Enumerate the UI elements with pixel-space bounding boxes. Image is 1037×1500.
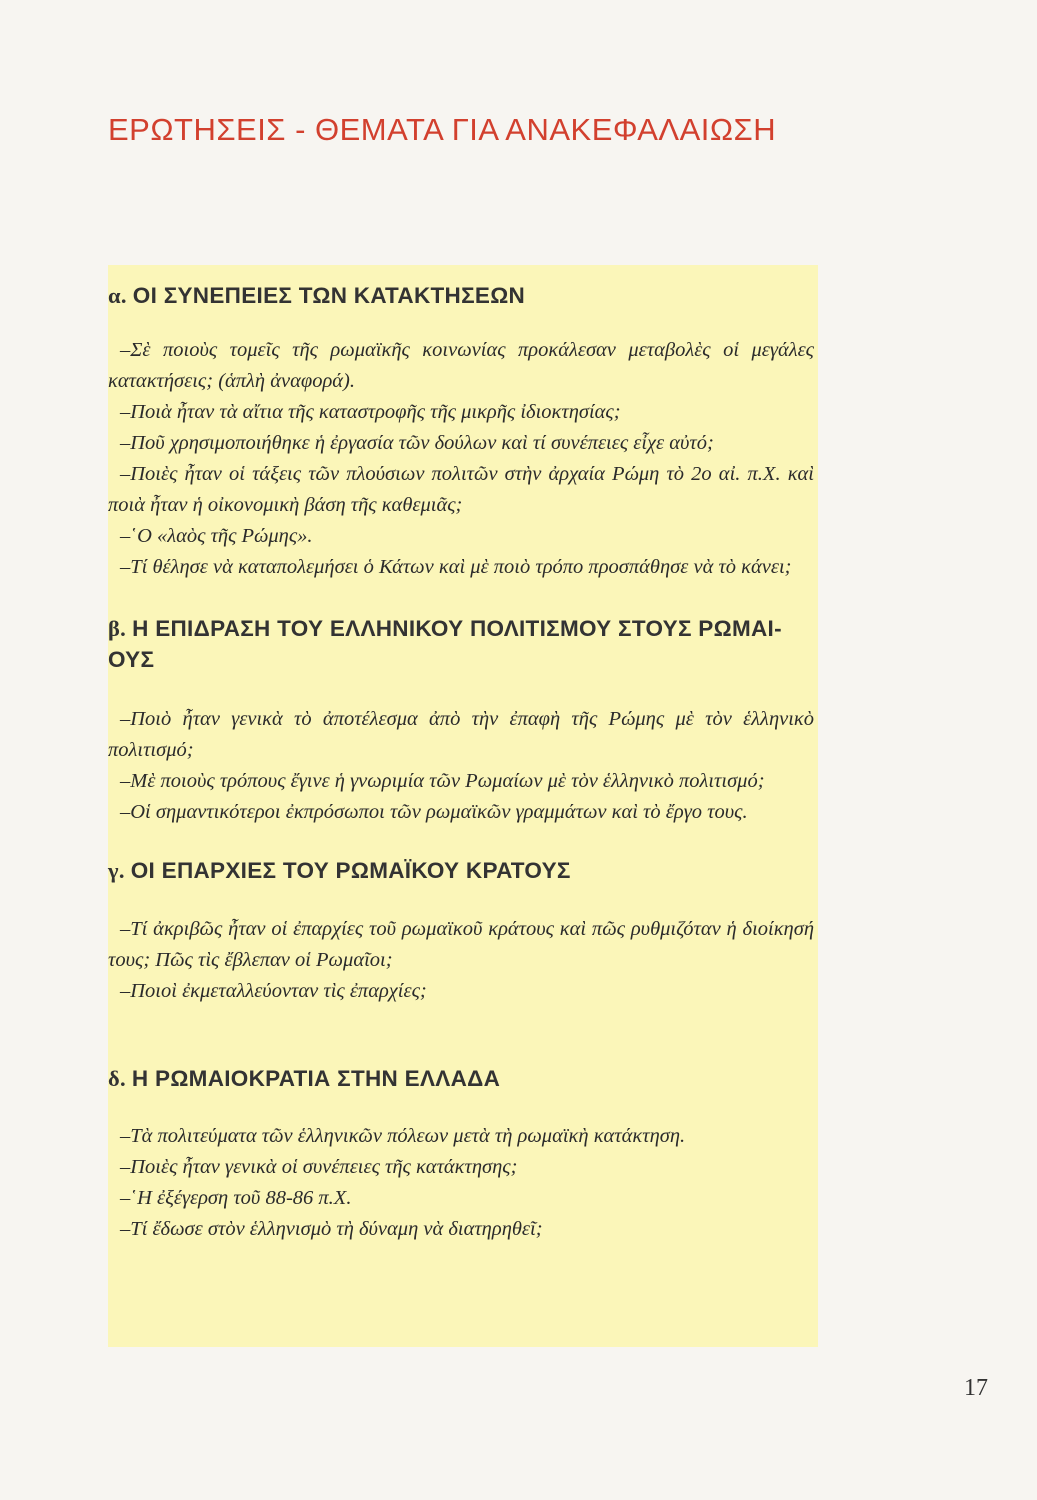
question-item: –Ποιὲς ἦταν οἱ τάξεις τῶν πλούσιων πολιτῶν στὴν ἀρχαία Ρώμη τὸ 2ο αἰ. π.Χ. καὶ ποιὰ ἦταν ἡ οἰκονομικὴ βάση τῆς καθεμιᾶς; (108, 463, 814, 516)
section-d (108, 1063, 814, 1245)
section-heading (108, 613, 814, 675)
questions-content (108, 270, 814, 1245)
question-item: –Τί θέλησε νὰ καταπολεμήσει ὁ Κάτων καὶ μὲ ποιὸ τρόπο προσπάθησε νὰ τὸ κάνει; (120, 556, 792, 578)
section-marker: β. (108, 616, 127, 641)
section-marker: γ. (108, 858, 125, 883)
question-item: –Ποιοὶ ἐκμεταλλεύονταν τὶς ἐπαρχίες; (120, 980, 427, 1002)
question-item: –Τί ἀκριβῶς ἦταν οἱ ἐπαρχίες τοῦ ρωμαϊκοῦ κράτους καὶ πῶς ρυθμιζόταν ἡ διοίκησή τους; Πῶς τὶς ἔβλεπαν οἱ Ρωμαῖοι; (108, 918, 814, 971)
section-marker: δ. (108, 1066, 126, 1091)
question-list (108, 914, 814, 1007)
question-item: –Ποιὲς ἦταν γενικὰ οἱ συνέπειες τῆς κατάκτησης; (120, 1156, 518, 1178)
page-title: ΕΡΩΤΗΣΕΙΣ - ΘΕΜΑΤΑ ΓΙΑ ΑΝΑΚΕΦΑΛΑΙΩΣΗ (108, 112, 777, 147)
question-list (108, 1121, 814, 1245)
section-b (108, 613, 814, 828)
question-item: –῾Ο «λαὸς τῆς Ρώμης». (120, 525, 313, 547)
question-item: –῾Η ἐξέγερση τοῦ 88-86 π.Χ. (120, 1187, 352, 1209)
section-a (108, 280, 814, 583)
question-item: –Σὲ ποιοὺς τομεῖς τῆς ρωμαϊκῆς κοινωνίας προκάλεσαν μεταβολὲς οἱ μεγάλες κατακτήσεις; (ἁπλὴ ἀναφορά). (108, 339, 814, 392)
question-item: –Τὰ πολιτεύματα τῶν ἑλληνικῶν πόλεων μετὰ τὴ ρωμαϊκὴ κατάκτηση. (120, 1125, 686, 1147)
question-list (108, 335, 814, 583)
question-item: –Ποιὰ ἦταν τὰ αἴτια τῆς καταστροφῆς τῆς μικρῆς ἰδιοκτησίας; (120, 401, 621, 423)
section-title: Η ΕΠΙΔΡΑΣΗ ΤΟΥ ΕΛΛΗΝΙΚΟΥ ΠΟΛΙΤΙΣΜΟΥ ΣΤΟΥΣ ΡΩΜΑΙ-ΟΥΣ (108, 616, 782, 672)
question-item: –Οἱ σημαντικότεροι ἐκπρόσωποι τῶν ρωμαϊκῶν γραμμάτων καὶ τὸ ἔργο τους. (120, 801, 748, 823)
question-list (108, 704, 814, 828)
question-item: –Ποῦ χρησιμοποιήθηκε ἡ ἐργασία τῶν δούλων καὶ τί συνέπειες εἶχε αὐτό; (120, 432, 714, 454)
question-item: –Μὲ ποιοὺς τρόπους ἔγινε ἡ γνωριμία τῶν Ρωμαίων μὲ τὸν ἑλληνικὸ πολιτισμό; (120, 770, 765, 792)
question-item: –Ποιὸ ἦταν γενικὰ τὸ ἀποτέλεσμα ἀπὸ τὴν ἐπαφὴ τῆς Ρώμης μὲ τὸν ἑλληνικὸ πολιτισμό; (108, 708, 814, 761)
section-title: ΟΙ ΣΥΝΕΠΕΙΕΣ ΤΩΝ ΚΑΤΑΚΤΗΣΕΩΝ (132, 283, 526, 308)
section-title: Η ΡΩΜΑΙΟΚΡΑΤΙΑ ΣΤΗΝ ΕΛΛΑΔΑ (131, 1066, 501, 1091)
section-heading (108, 1063, 814, 1094)
section-title: ΟΙ ΕΠΑΡΧΙΕΣ ΤΟΥ ΡΩΜΑΪΚΟΥ ΚΡΑΤΟΥΣ (130, 858, 571, 883)
section-c (108, 855, 814, 1007)
question-item: –Τί ἔδωσε στὸν ἑλληνισμὸ τὴ δύναμη νὰ διατηρηθεῖ; (120, 1218, 543, 1240)
section-heading (108, 280, 814, 311)
page-number: 17 (964, 1375, 988, 1401)
section-marker: α. (108, 283, 127, 308)
section-heading (108, 855, 814, 886)
